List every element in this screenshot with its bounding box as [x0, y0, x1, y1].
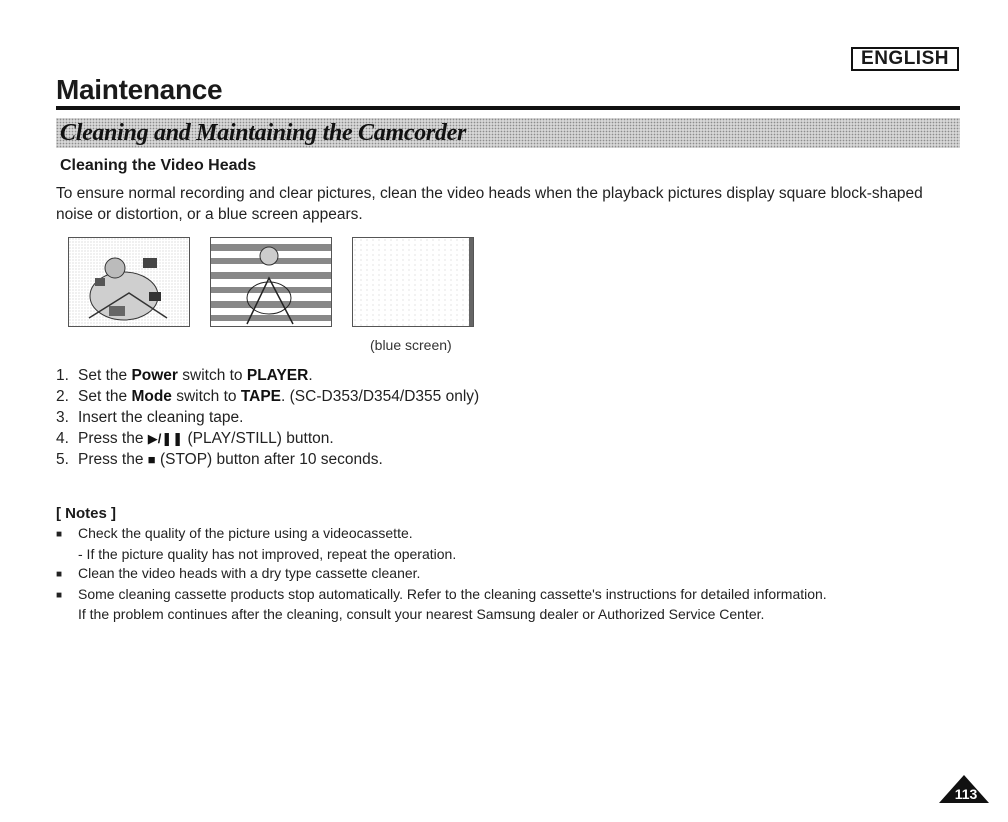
blue-screen-image: [352, 237, 474, 327]
page-number: 113: [954, 786, 978, 802]
note-item: ■ Clean the video heads with a dry type cassette cleaner.: [56, 564, 827, 585]
notes-heading: [ Notes ]: [56, 505, 116, 522]
procedure-steps: [56, 365, 479, 470]
step-item: 5. Press the ■ (STOP) button after 10 seconds.: [56, 451, 383, 468]
bullet-icon: ■: [56, 529, 63, 540]
notes-list: [56, 524, 827, 625]
noisy-picture-image: [210, 237, 332, 327]
step-item: 1. Set the Power switch to PLAYER.: [56, 367, 313, 384]
note-item: ■ Check the quality of the picture using a videocassette.: [56, 524, 827, 545]
subsection-heading: Cleaning the Video Heads: [60, 157, 257, 174]
intro-paragraph: To ensure normal recording and clear pictures, clean the video heads when the playback pictures display square block-shaped noise or distortion, or a blue screen appears.: [56, 185, 923, 223]
step-item: 3. Insert the cleaning tape.: [56, 409, 244, 426]
section-title: Cleaning and Maintaining the Camcorder: [60, 120, 467, 146]
step-item: 4. Press the ▶/❚❚ (PLAY/STILL) button.: [56, 430, 334, 447]
bullet-icon: ■: [56, 569, 63, 580]
note-continuation: If the problem continues after the cleaning, consult your nearest Samsung dealer or Authorized Service Center.: [78, 606, 765, 622]
image-caption: (blue screen): [370, 337, 452, 353]
title-divider: [56, 106, 960, 110]
distorted-picture-image: [68, 237, 190, 327]
step-item: 2. Set the Mode switch to TAPE. (SC-D353/D354/D355 only): [56, 388, 480, 405]
play-pause-icon: ▶/❚❚: [147, 431, 184, 446]
stop-icon: ■: [147, 452, 156, 467]
language-label: ENGLISH: [851, 47, 959, 71]
bullet-icon: ■: [56, 589, 63, 601]
note-item: ■ Some cleaning cassette products stop automatically. Refer to the cleaning cassette's instructions for detailed information.: [56, 585, 827, 606]
page-title: Maintenance: [56, 74, 223, 105]
note-subitem: - If the picture quality has not improved, repeat the operation.: [78, 545, 457, 562]
